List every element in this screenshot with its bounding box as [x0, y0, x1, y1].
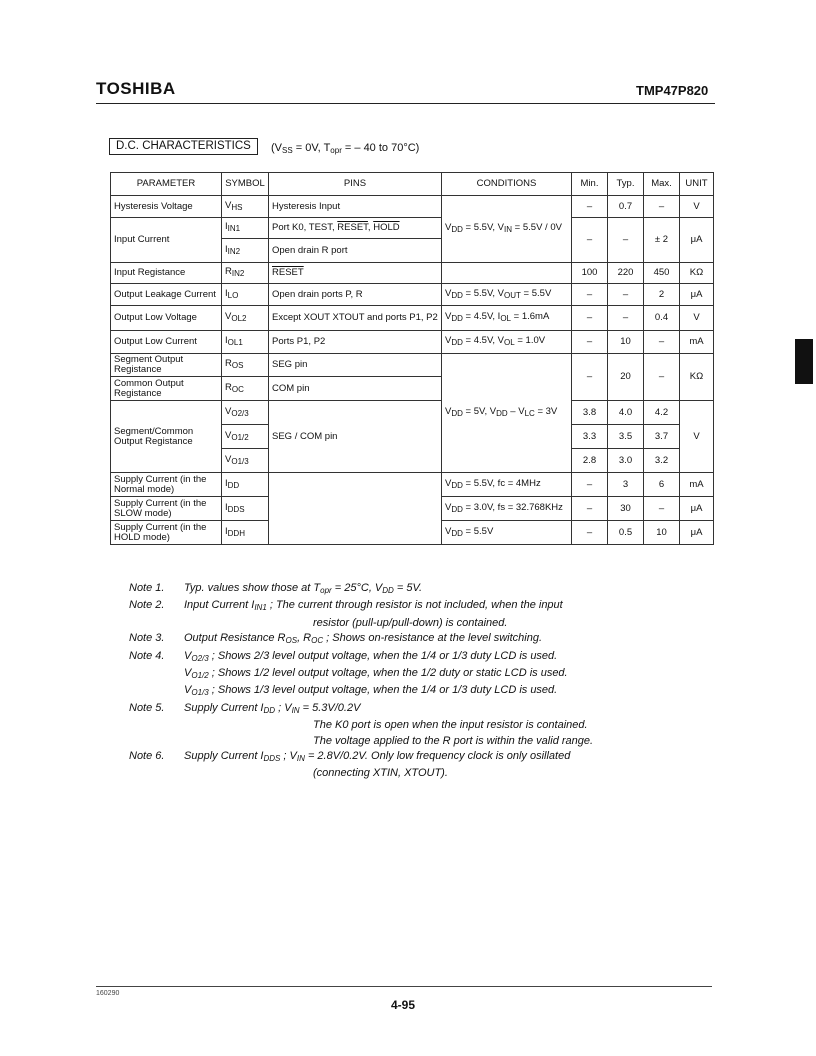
pins-cell: Open drain ports P, R — [269, 284, 442, 306]
header-rule — [96, 103, 715, 104]
note-text: The K0 port is open when the input resistor is contained. — [313, 719, 588, 732]
pins-cell: Open drain R port — [269, 239, 442, 263]
note-2-cont — [129, 616, 593, 631]
conditions-cell: $V_{DD} = 5.5V$ — [442, 521, 572, 545]
note-5-line-3 — [129, 734, 593, 749]
max-cell: 450 — [644, 263, 680, 284]
section-title: D.C. CHARACTERISTICS — [109, 138, 258, 155]
symbol-cell: $I_{IN2}$ — [222, 239, 269, 263]
brand-logo: TOSHIBA — [96, 79, 176, 98]
typ-cell: 0.5 — [608, 521, 644, 545]
note-text: (connecting XTIN, XTOUT). — [313, 767, 448, 780]
min-cell: – — [572, 473, 608, 497]
max-cell: 10 — [644, 521, 680, 545]
note-3 — [129, 631, 593, 648]
min-cell: – — [572, 196, 608, 218]
header-max: Max. — [644, 173, 680, 196]
typ-cell: – — [608, 284, 644, 306]
conditions-cell: $V_{DD} = 5V$, $V_{DD} - V_{LC} = 3V$ — [442, 354, 572, 473]
note-key: Note 3. — [129, 632, 165, 645]
header-conditions: CONDITIONS — [442, 173, 572, 196]
max-cell: 3.7 — [644, 425, 680, 449]
unit-cell: V — [680, 306, 714, 331]
note-key: Note 2. — [129, 599, 165, 612]
conditions-cell: $V_{DD} = 3.0V$, fs = 32.768KHz — [442, 497, 572, 521]
unit-cell: KΩ — [680, 263, 714, 284]
test-conditions: ($V_{SS} = 0V$, $T_{opr}$ = – 40 to 70°C) — [271, 142, 420, 155]
max-cell: – — [644, 196, 680, 218]
symbol-cell: $I_{DDS}$ — [222, 497, 269, 521]
table-header-row — [111, 173, 714, 196]
param-cell: Common Output Registance — [111, 377, 222, 401]
typ-cell: 30 — [608, 497, 644, 521]
min-cell: 100 — [572, 263, 608, 284]
pins-cell: SEG pin — [269, 354, 442, 377]
min-cell: 3.8 — [572, 401, 608, 425]
unit-cell: μA — [680, 521, 714, 545]
header-pins: PINS — [269, 173, 442, 196]
note-1 — [129, 581, 593, 598]
pins-cell: Hysteresis Input — [269, 196, 442, 218]
param-cell: Supply Current (in the HOLD mode) — [111, 521, 222, 545]
max-cell: ± 2 — [644, 218, 680, 263]
pins-cell — [269, 473, 442, 545]
note-text: Typ. values show those at $T_{opr} = 25^\circ C$, $V_{DD} = 5V$. — [184, 582, 423, 595]
unit-cell: μA — [680, 497, 714, 521]
pins-cell: SEG / COM pin — [269, 401, 442, 473]
note-key: Note 5. — [129, 701, 165, 714]
note-key: Note 6. — [129, 750, 165, 763]
note-text: The voltage applied to the R port is within the valid range. — [313, 734, 594, 747]
max-cell: – — [644, 497, 680, 521]
typ-cell: 3 — [608, 473, 644, 497]
min-cell: – — [572, 284, 608, 306]
symbol-cell: $I_{IN1}$ — [222, 218, 269, 239]
unit-cell: mA — [680, 331, 714, 354]
header-unit: UNIT — [680, 173, 714, 196]
param-cell: Supply Current (in the Normal mode) — [111, 473, 222, 497]
max-cell: 6 — [644, 473, 680, 497]
symbol-cell: $V_{OL2}$ — [222, 306, 269, 331]
note-5-line-2 — [129, 718, 593, 733]
header-parameter: PARAMETER — [111, 173, 222, 196]
unit-cell: μA — [680, 218, 714, 263]
param-cell: Input Current — [111, 218, 222, 263]
note-6 — [129, 749, 593, 766]
typ-cell: 10 — [608, 331, 644, 354]
table-row — [111, 284, 714, 306]
min-cell: – — [572, 521, 608, 545]
note-key: Note 1. — [129, 582, 165, 594]
symbol-cell: $I_{DD}$ — [222, 473, 269, 497]
note-4-line-3 — [129, 683, 593, 700]
note-5 — [129, 701, 593, 718]
conditions-cell: $V_{DD} = 4.5V$, $V_{OL} = 1.0V$ — [442, 331, 572, 354]
note-text: resistor (pull-up/pull-down) is contained. — [313, 616, 508, 629]
table-row — [111, 473, 714, 497]
symbol-cell: $V_{O1/2}$ — [222, 425, 269, 449]
param-cell: Segment/Common Output Registance — [111, 401, 222, 473]
max-cell: – — [644, 331, 680, 354]
footer-rule — [96, 986, 712, 987]
conditions-cell — [442, 263, 572, 284]
part-number: TMP47P820 — [636, 83, 709, 98]
pins-cell: Port K0, TEST, RESET, HOLD — [269, 218, 442, 239]
table-row — [111, 218, 714, 239]
max-cell: – — [644, 354, 680, 401]
table-row — [111, 196, 714, 218]
max-cell: 0.4 — [644, 306, 680, 331]
unit-cell: KΩ — [680, 354, 714, 401]
unit-cell: μA — [680, 284, 714, 306]
typ-cell: 3.0 — [608, 449, 644, 473]
min-cell: 2.8 — [572, 449, 608, 473]
param-cell: Input Registance — [111, 263, 222, 284]
note-4 — [129, 649, 593, 666]
conditions-cell: $V_{DD} = 5.5V$, fc = 4MHz — [442, 473, 572, 497]
typ-cell: 3.5 — [608, 425, 644, 449]
min-cell: – — [572, 497, 608, 521]
param-cell: Output Leakage Current — [111, 284, 222, 306]
note-text: Output Resistance $R_{OS}$, $R_{OC}$ ; Shows on-resistance at the level switching. — [184, 632, 543, 646]
typ-cell: 0.7 — [608, 196, 644, 218]
conditions-cell: $V_{DD} = 5.5V$, $V_{IN} = 5.5V / 0V$ — [442, 196, 572, 263]
table-row — [111, 354, 714, 377]
max-cell: 4.2 — [644, 401, 680, 425]
pins-cell: Except XOUT XTOUT and ports P1, P2 — [269, 306, 442, 331]
symbol-cell: $V_{O2/3}$ — [222, 401, 269, 425]
dc-characteristics-table — [110, 172, 714, 545]
symbol-cell: $R_{OC}$ — [222, 377, 269, 401]
symbol-cell: $V_{HS}$ — [222, 196, 269, 218]
header-symbol: SYMBOL — [222, 173, 269, 196]
notes-section — [129, 581, 593, 782]
min-cell: – — [572, 218, 608, 263]
conditions-cell: $V_{DD} = 5.5V$, $V_{OUT} = 5.5V$ — [442, 284, 572, 306]
symbol-cell: $R_{IN2}$ — [222, 263, 269, 284]
param-cell: Supply Current (in the SLOW mode) — [111, 497, 222, 521]
note-key: Note 4. — [129, 649, 165, 662]
note-text: Supply Current $I_{DDS}$ ; $V_{IN} = 2.8V/0.2V$. Only low frequency clock is only osillated — [184, 750, 571, 764]
table-row — [111, 306, 714, 331]
typ-cell: 20 — [608, 354, 644, 401]
section-tab-marker — [795, 339, 813, 384]
unit-cell: mA — [680, 473, 714, 497]
typ-cell: 220 — [608, 263, 644, 284]
symbol-cell: $I_{LO}$ — [222, 284, 269, 306]
pins-cell: RESET — [269, 263, 442, 284]
unit-cell: V — [680, 401, 714, 473]
note-2 — [129, 598, 593, 615]
note-4-line-2 — [129, 666, 593, 683]
min-cell: – — [572, 354, 608, 401]
note-text: $V_{O1/2}$ ; Shows 1/2 level output voltage, when the 1/2 duty or static LCD is used. — [184, 667, 568, 681]
header-typ: Typ. — [608, 173, 644, 196]
min-cell: – — [572, 331, 608, 354]
typ-cell: 4.0 — [608, 401, 644, 425]
table-row — [111, 331, 714, 354]
note-text: Supply Current $I_{DD}$ ; $V_{IN} = 5.3V/0.2V$ — [184, 701, 361, 715]
param-cell: Output Low Current — [111, 331, 222, 354]
typ-cell: – — [608, 306, 644, 331]
typ-cell: – — [608, 218, 644, 263]
symbol-cell: $R_{OS}$ — [222, 354, 269, 377]
param-cell: Segment Output Registance — [111, 354, 222, 377]
symbol-cell: $V_{O1/3}$ — [222, 449, 269, 473]
note-text: $V_{O2/3}$ ; Shows 2/3 level output voltage, when the 1/4 or 1/3 duty LCD is used. — [184, 649, 558, 663]
document-code: 160290 — [96, 990, 120, 997]
unit-cell: V — [680, 196, 714, 218]
symbol-cell: $I_{OL1}$ — [222, 331, 269, 354]
note-6-line-2 — [129, 766, 593, 781]
conditions-cell: $V_{DD} = 4.5V$, $I_{OL} = 1.6mA$ — [442, 306, 572, 331]
pins-cell: Ports P1, P2 — [269, 331, 442, 354]
min-cell: – — [572, 306, 608, 331]
table-row — [111, 401, 714, 425]
table-row — [111, 263, 714, 284]
note-text: $V_{O1/3}$ ; Shows 1/3 level output voltage, when the 1/4 or 1/3 duty LCD is used. — [184, 684, 558, 698]
note-text: Input Current $I_{IN1}$ ; The current through resistor is not included, when the input — [184, 599, 563, 613]
max-cell: 3.2 — [644, 449, 680, 473]
pins-cell: COM pin — [269, 377, 442, 401]
symbol-cell: $I_{DDH}$ — [222, 521, 269, 545]
header-min: Min. — [572, 173, 608, 196]
max-cell: 2 — [644, 284, 680, 306]
min-cell: 3.3 — [572, 425, 608, 449]
param-cell: Hysteresis Voltage — [111, 196, 222, 218]
page-number: 4-95 — [391, 998, 416, 1012]
param-cell: Output Low Voltage — [111, 306, 222, 331]
